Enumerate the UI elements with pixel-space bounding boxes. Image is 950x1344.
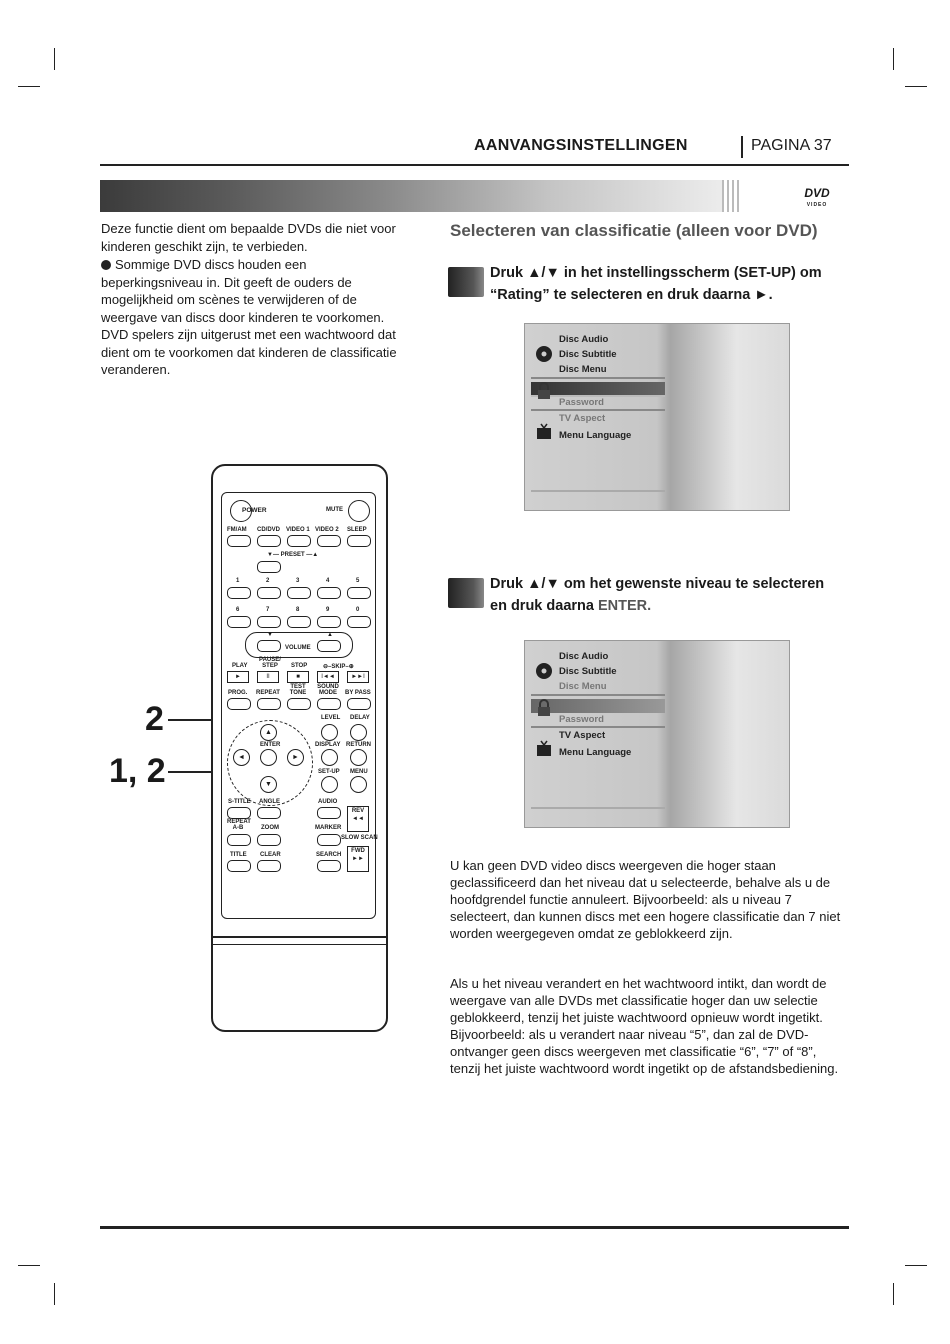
menu-divider <box>531 726 665 728</box>
fm-am-button[interactable] <box>227 535 251 547</box>
step-1-text: Druk ▲/▼ in het instellingsscherm (SET-UP) om “Rating” te selecteren en druk daarna ►. <box>490 265 822 303</box>
nav-right-button[interactable]: ► <box>287 749 304 766</box>
title-label: TITLE <box>230 852 247 858</box>
banner-stripes <box>722 180 742 212</box>
num-4-button[interactable] <box>317 587 341 599</box>
bullet-text: Sommige DVD discs houden een beperkingsniveau in. Dit geeft de ouders de mogelijkheid om scènes te verwijderen of de weergave van discs door kinderen te voorkomen. DVD spelers zijn uitgerust met een wachtwoord dat dient om te voorkomen dat kinderen de classificatie veranderen. <box>101 257 397 377</box>
clear-label: CLEAR <box>260 852 281 858</box>
test-tone-button[interactable] <box>287 698 311 710</box>
footer-rule <box>100 1226 849 1229</box>
menu-item: Password <box>559 714 604 725</box>
num-9-button[interactable] <box>317 616 341 628</box>
video2-button[interactable] <box>317 535 341 547</box>
preset-spacer <box>317 561 339 571</box>
delay-label: DELAY <box>350 715 370 721</box>
pause-label: PAUSE/ STEP <box>259 657 281 669</box>
section-title-header: AANVANGSINSTELLINGEN <box>474 137 688 154</box>
s-title-label: S-TITLE <box>228 799 251 805</box>
menu-item: Menu Language <box>559 430 632 441</box>
menu-item: Disc Audio <box>559 334 609 345</box>
menu-button[interactable] <box>350 776 367 793</box>
menu-item: Disc Audio <box>559 651 609 662</box>
label-cd-dvd: CD/DVD <box>257 527 281 533</box>
menu-divider <box>531 490 665 492</box>
bypass-label: BY PASS <box>345 690 371 696</box>
search-button[interactable] <box>317 860 341 872</box>
disc-icon <box>535 662 553 680</box>
zoom-button[interactable] <box>257 834 281 846</box>
setup-menu-screen-2 <box>524 640 790 828</box>
nav-up-button[interactable]: ▲ <box>260 724 277 741</box>
enter-button[interactable] <box>260 749 277 766</box>
step-marker-2 <box>448 578 484 608</box>
num-8-button[interactable] <box>287 616 311 628</box>
num-label: 3 <box>296 578 300 584</box>
rating-section-title: Selecteren van classificatie (alleen voor DVD) <box>450 221 818 240</box>
num-label: 0 <box>356 607 360 613</box>
skip-back-button[interactable]: I◄◄ <box>317 671 339 683</box>
return-label: RETURN <box>346 742 371 748</box>
tv-icon <box>535 740 553 758</box>
bullet-icon <box>101 260 111 270</box>
num-label: 6 <box>236 607 240 613</box>
dvd-video-logo: DVD VIDEO <box>804 186 830 208</box>
intro-text: Deze functie dient om bepaalde DVDs die niet voor kinderen geschikt zijn, te verbieden. <box>101 221 396 254</box>
s-title-button[interactable] <box>227 807 251 819</box>
repeat-ab-button[interactable] <box>227 834 251 846</box>
menu-item: Disc Subtitle <box>559 349 617 360</box>
title-button[interactable] <box>227 860 251 872</box>
bypass-button[interactable] <box>347 698 371 710</box>
header-rule <box>100 164 849 166</box>
tv-icon <box>535 423 553 441</box>
menu-item: Password <box>559 397 604 408</box>
skip-label: ⊖–SKIP–⊕ <box>323 664 354 670</box>
remote-control <box>211 464 388 1032</box>
num-2-button[interactable] <box>257 587 281 599</box>
setup-button[interactable] <box>321 776 338 793</box>
level-label: LEVEL <box>321 715 341 721</box>
marker-label: MARKER <box>315 825 342 831</box>
header-separator <box>741 136 743 158</box>
sound-mode-label: SOUND MODE <box>317 684 339 696</box>
clear-button[interactable] <box>257 860 281 872</box>
gradient-banner <box>100 180 740 212</box>
play-button[interactable]: ► <box>227 671 249 683</box>
page-number: PAGINA 37 <box>751 137 832 154</box>
volume-up-button[interactable] <box>317 640 341 652</box>
label-fm-am: FM/AM <box>227 527 247 533</box>
bullet-item <box>101 256 406 379</box>
audio-button[interactable] <box>317 807 341 819</box>
repeat-label: REPEAT <box>256 690 280 696</box>
menu-label: MENU <box>350 769 368 775</box>
volume-label: VOLUME <box>285 645 311 651</box>
search-label: SEARCH <box>316 852 342 858</box>
callout-label-2: 2 <box>145 700 164 738</box>
num-label: 4 <box>326 578 330 584</box>
crop-mark <box>905 1265 927 1266</box>
vol-up-label: ▲ <box>327 632 333 638</box>
paragraph-2: Als u het niveau verandert en het wachtwoord intikt, dan wordt de weergave van alle DVDs met classificatie hoger dan uw selectie geblokkeerd, tenzij het juiste wachtwoord opnieuw wordt ingetikt. Bijvoorbeeld: als u verandert naar niveau “5”, dan zal de DVD-ontvanger geen discs weergeven met classificatie “6”, “7” of “8”, tenzij het juiste wachtwoord wordt ingetikt op de afstandsbediening. <box>450 976 839 1076</box>
step-2-text: Druk ▲/▼ om het gewenste niveau te selecteren en druk daarna ENTER. <box>490 576 825 614</box>
setup-menu-screen-1 <box>524 323 790 511</box>
nav-down-button[interactable]: ▼ <box>260 776 277 793</box>
slow-scan-label: SLOW SCAN <box>341 835 378 841</box>
num-label: 8 <box>296 607 300 613</box>
label-sleep: SLEEP <box>347 527 367 533</box>
sleep-button[interactable] <box>347 535 371 547</box>
zoom-label: ZOOM <box>261 825 279 831</box>
num-1-button[interactable] <box>227 587 251 599</box>
menu-item: Disc Menu <box>559 681 607 692</box>
menu-item: TV Aspect <box>559 413 606 424</box>
cd-dvd-button[interactable] <box>257 535 281 547</box>
delay-button[interactable] <box>350 724 367 741</box>
setup-label: SET-UP <box>318 769 340 775</box>
skip-forward-button[interactable]: ►►I <box>347 671 369 683</box>
display-button[interactable] <box>321 749 338 766</box>
crop-mark <box>893 1283 894 1305</box>
lock-icon <box>535 699 553 717</box>
step-marker-1 <box>448 267 484 297</box>
crop-mark <box>893 48 894 70</box>
test-tone-label: TEST TONE <box>289 684 307 696</box>
remote-divider <box>213 944 386 945</box>
num-6-button[interactable] <box>227 616 251 628</box>
menu-divider <box>531 807 665 809</box>
menu-divider <box>531 409 665 411</box>
num-5-button[interactable] <box>347 587 371 599</box>
play-label: PLAY <box>232 663 248 669</box>
sound-mode-button[interactable] <box>317 698 341 710</box>
return-button[interactable] <box>350 749 367 766</box>
mute-button[interactable] <box>348 500 370 522</box>
level-button[interactable] <box>321 724 338 741</box>
callout-label-1-2: 1, 2 <box>109 752 166 790</box>
menu-item: Disc Subtitle <box>559 666 617 677</box>
lock-icon <box>535 382 553 400</box>
crop-mark <box>54 48 55 70</box>
stop-button[interactable]: ■ <box>287 671 309 683</box>
repeat-ab-label: REPEAT A-B <box>227 819 251 831</box>
preset-label: ▼— PRESET —▲ <box>267 552 319 558</box>
num-label: 9 <box>326 607 330 613</box>
crop-mark <box>18 1265 40 1266</box>
nav-left-button[interactable]: ◄ <box>233 749 250 766</box>
label-video2: VIDEO 2 <box>315 527 339 533</box>
pause-button[interactable]: II <box>257 671 279 683</box>
crop-mark <box>54 1283 55 1305</box>
label-video1: VIDEO 1 <box>286 527 310 533</box>
angle-label: ANGLE <box>259 799 280 805</box>
num-3-button[interactable] <box>287 587 311 599</box>
vol-down-label: ▼ <box>267 632 273 638</box>
crop-mark <box>18 86 40 87</box>
stop-label: STOP <box>291 663 308 669</box>
volume-down-button[interactable] <box>257 640 281 652</box>
power-label: POWER <box>242 507 267 514</box>
video1-button[interactable] <box>287 535 311 547</box>
prog-button[interactable] <box>227 698 251 710</box>
fwd-button[interactable]: FWD ►► <box>347 846 369 872</box>
display-label: DISPLAY <box>315 742 341 748</box>
num-label: 7 <box>266 607 270 613</box>
menu-item: Disc Menu <box>559 364 607 375</box>
menu-divider <box>531 377 665 379</box>
enter-label: ENTER <box>260 742 281 748</box>
marker-button[interactable] <box>317 834 341 846</box>
menu-item: Menu Language <box>559 747 632 758</box>
paragraph-1: U kan geen DVD video discs weergeven die hoger staan geclassificeerd dan het niveau dat u selecteerde, behalve als u de hoofdgrendel functie annuleert. Bijvoorbeeld: als u niveau 7 selecteert, dan kunnen discs met een hogere classificatie dan 7 niet worden weergegeven omdat ze geblokkeerd zijn. <box>450 858 841 941</box>
angle-button[interactable] <box>257 807 281 819</box>
num-label: 5 <box>356 578 360 584</box>
prog-label: PROG. <box>228 690 248 696</box>
crop-mark <box>905 86 927 87</box>
num-7-button[interactable] <box>257 616 281 628</box>
num-label: 1 <box>236 578 240 584</box>
audio-label: AUDIO <box>318 799 338 805</box>
preset-down-button[interactable] <box>257 561 281 573</box>
menu-divider <box>531 694 665 696</box>
remote-divider <box>213 936 386 938</box>
disc-icon <box>535 345 553 363</box>
menu-item: TV Aspect <box>559 730 606 741</box>
rev-button[interactable]: REV ◄◄ <box>347 806 369 832</box>
repeat-button[interactable] <box>257 698 281 710</box>
num-0-button[interactable] <box>347 616 371 628</box>
num-label: 2 <box>266 578 270 584</box>
mute-label: MUTE <box>326 507 343 513</box>
